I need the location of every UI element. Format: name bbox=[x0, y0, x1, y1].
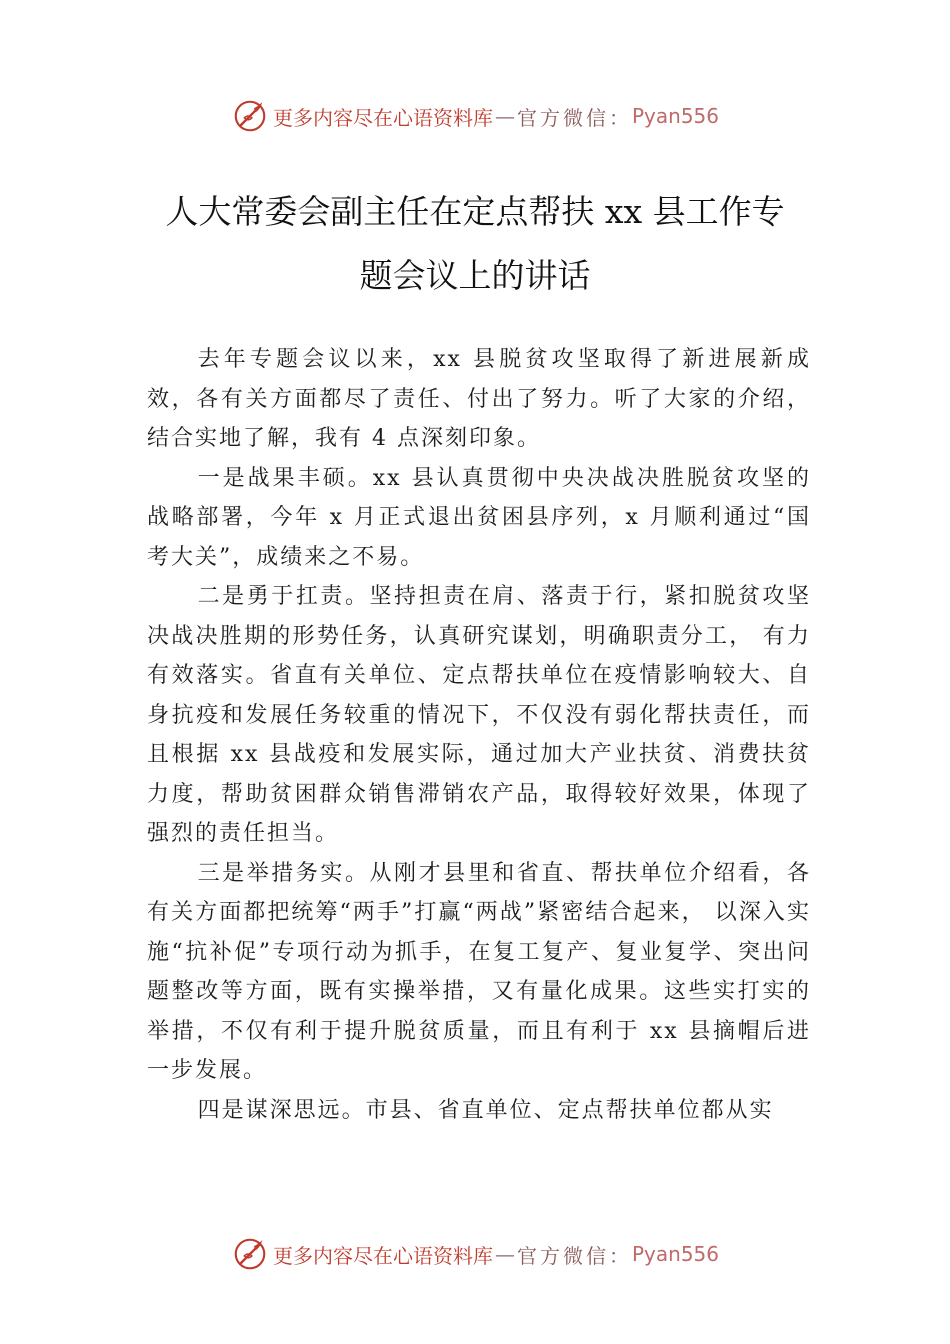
logo-icon bbox=[231, 97, 269, 135]
paragraph: 二是勇于扛责。坚持担责在肩、落责于行，紧扣脱贫攻坚决战决胜期的形势任务，认真研究谋划，明确职责分工， 有力有效落实。省直有关单位、定点帮扶单位在疫情影响较大、自身抗疫和发展任务较重的情况下，不仅没有弱化帮扶责任，而且根据 xx 县战疫和发展实际，通过加大产业扶贫、消费扶贫力度，帮助贫困群众销售滞销农产品，取得较好效果，体现了强烈的责任担当。 bbox=[147, 584, 811, 846]
document-title bbox=[140, 180, 810, 308]
watermark-wechat-id: Pyan556 bbox=[631, 104, 719, 128]
watermark-wechat-label: 官方微信： bbox=[516, 105, 632, 130]
logo-icon bbox=[231, 1235, 269, 1273]
paragraph: 一是战果丰硕。xx 县认真贯彻中央决战决胜脱贫攻坚的战略部署，今年 x 月正式退出贫困县序列，x 月顺利通过“国考大关”，成绩来之不易。 bbox=[147, 465, 811, 570]
document-body bbox=[147, 340, 811, 1130]
watermark-banner-bottom bbox=[0, 1232, 950, 1276]
watermark-separator: — bbox=[494, 104, 515, 128]
paragraph: 四是谋深思远。市县、省直单位、定点帮扶单位都从实 bbox=[197, 1097, 774, 1123]
title-line-2: 题会议上的讲话 bbox=[359, 256, 591, 295]
watermark-brand: 更多内容尽在心语资料库 bbox=[272, 1243, 493, 1268]
watermark-banner-top bbox=[0, 94, 950, 138]
paragraph: 去年专题会议以来，xx 县脱贫攻坚取得了新进展新成效，各有关方面都尽了责任、付出了努力。听了大家的介绍，结合实地了解，我有 4 点深刻印象。 bbox=[147, 347, 811, 451]
watermark-brand: 更多内容尽在心语资料库 bbox=[272, 105, 493, 130]
title-line-1: 人大常委会副主任在定点帮扶 xx 县工作专 bbox=[165, 192, 785, 231]
watermark-wechat-id: Pyan556 bbox=[631, 1242, 719, 1266]
watermark-wechat-label: 官方微信： bbox=[516, 1243, 632, 1268]
watermark-separator: — bbox=[494, 1242, 515, 1266]
paragraph: 三是举措务实。从刚才县里和省直、帮扶单位介绍看，各有关方面都把统筹“两手”打赢“两战”紧密结合起来， 以深入实施“抗补促”专项行动为抓手，在复工复产、复业复学、突出问题整改等方面，既有实操举措，又有量化成果。这些实打实的举措，不仅有利于提升脱贫质量，而且有利于 xx 县摘帽后进一步发展。 bbox=[147, 860, 811, 1083]
